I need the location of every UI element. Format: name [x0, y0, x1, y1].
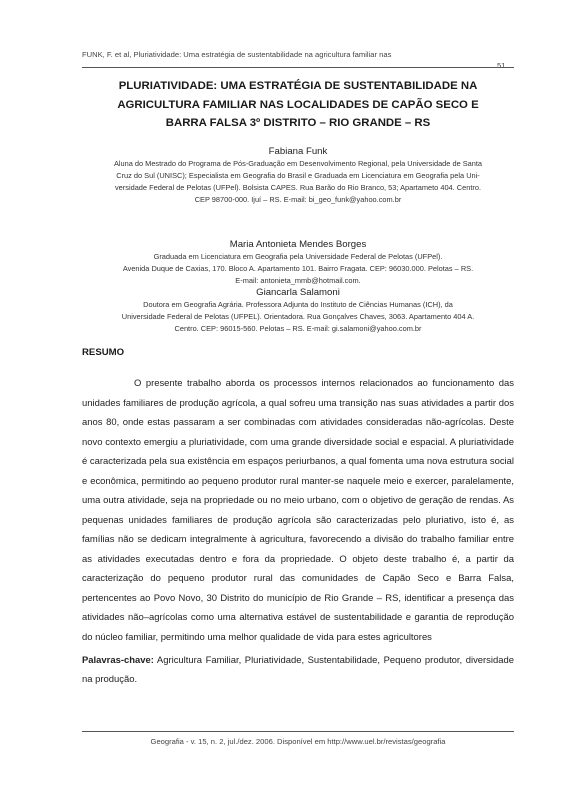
running-head: FUNK, F. et al, Pluriatividade: Uma estratégia de sustentabilidade na agricultura familiar nas	[82, 50, 392, 59]
footer-divider	[82, 731, 514, 732]
author-block	[82, 145, 514, 206]
author-name: Maria Antonieta Mendes Borges	[229, 239, 367, 250]
footer-citation: Geografia - v. 15, n. 2, jul./dez. 2006. Disponível em http://www.uel.br/revistas/geografia	[150, 737, 446, 746]
author-block	[82, 238, 514, 287]
author-name: Giancarla Salamoni	[256, 287, 340, 298]
affiliation-line: Aluna do Mestrado do Programa de Pós-Graduação em Desenvolvimento Regional, pela Universidade de Santa	[113, 159, 483, 168]
author-name: Fabiana Funk	[268, 146, 328, 157]
title-line: AGRICULTURA FAMILIAR NAS LOCALIDADES DE CAPÃO SECO E	[117, 98, 479, 111]
affiliation-line: Centro. CEP: 96015-560. Pelotas – RS. E-mail: gi.salamoni@yahoo.com.br	[174, 323, 422, 333]
affiliation-line: CEP 98700-000. Ijuí – RS. E-mail: bi_geo_funk@yahoo.com.br	[194, 194, 402, 204]
affiliation-line: Doutora em Geografia Agrária. Professora Adjunta do Instituto de Ciências Humanas (ICH), da	[143, 300, 453, 309]
keywords	[82, 651, 514, 689]
affiliation-line: E-mail: antonieta_mmb@hotmail.com.	[235, 275, 361, 285]
affiliation-line: Universidade Federal de Pelotas (UFPEL). Orientadora. Rua Gonçalves Chaves, 3063. Apartamento 404 A.	[121, 311, 475, 321]
abstract-body: O presente trabalho aborda os processos internos relacionados ao funcionamento das unidades familiares de produção agrícola, a qual sofreu uma transição nas suas atividades a partir dos anos 80, onde estas passaram a ser combinadas com atividades consideradas não-agrícolas. Deste novo contexto emergiu a pluriatividade, com uma grande diversidade social e espacial. A pluriatividade é caracterizada pela sua existência em espaços periurbanos, a qual fomenta uma nova estrutura social e econômica, permitindo ao pequeno produtor rural manter-se naquele meio e exercer, paralelamente, uma outra atividade, seja na propriedade ou no meio urbano, com o objetivo de geração de rendas. As pequenas unidades familiares de produção agrícola são caracterizadas pelo pluriativo, isto é, as famílias não se dedicam integralmente à agricultura, favorecendo a divisão do trabalho familiar entre as atividades executadas dentro e fora da propriedade. O objeto deste trabalho é, a partir da caracterização do pequeno produtor rural das comunidades de Capão Seco e Barra Falsa, pertencentes ao Povo Novo, 30 Distrito do município de Rio Grande – RS, identificar a presença das atividades não–agrícolas como uma alternativa estável de sustentabilidade e garantia de reprodução do núcleo familiar, permitindo uma melhor qualidade de vida para estes agricultores	[82, 378, 514, 643]
title-line: BARRA FALSA 3º DISTRITO – RIO GRANDE – RS	[165, 117, 431, 129]
keywords-label: Palavras-chave:	[82, 655, 154, 666]
header-divider	[82, 67, 514, 68]
page-number: 51	[497, 61, 506, 70]
affiliation-line: Graduada em Licenciatura em Geografia pela Universidade Federal de Pelotas (UFPel).	[153, 252, 443, 261]
paper-title	[82, 77, 514, 133]
title-line: PLURIATIVIDADE: UMA ESTRATÉGIA DE SUSTENTABILIDADE NA	[118, 80, 478, 92]
affiliation-line: Cruz do Sul (UNISC); Especialista em Geografia do Brasil e Graduada em Licenciatura em Geografia pela Uni-	[116, 170, 480, 180]
section-heading: RESUMO	[82, 347, 125, 358]
author-block	[82, 286, 514, 335]
affiliation-line: versidade Federal de Pelotas (UFPel). Bolsista CAPES. Rua Barão do Rio Branco, 53; Apartameto 404. Centro.	[114, 182, 482, 192]
affiliation-line: Avenida Duque de Caxias, 170. Bloco A. Apartamento 101. Bairro Fragata. CEP: 96030.000. Pelotas – RS.	[122, 263, 474, 273]
keywords-text: Agricultura Familiar, Pluriatividade, Sustentabilidade, Pequeno produtor, diversidade na produção.	[82, 655, 514, 685]
